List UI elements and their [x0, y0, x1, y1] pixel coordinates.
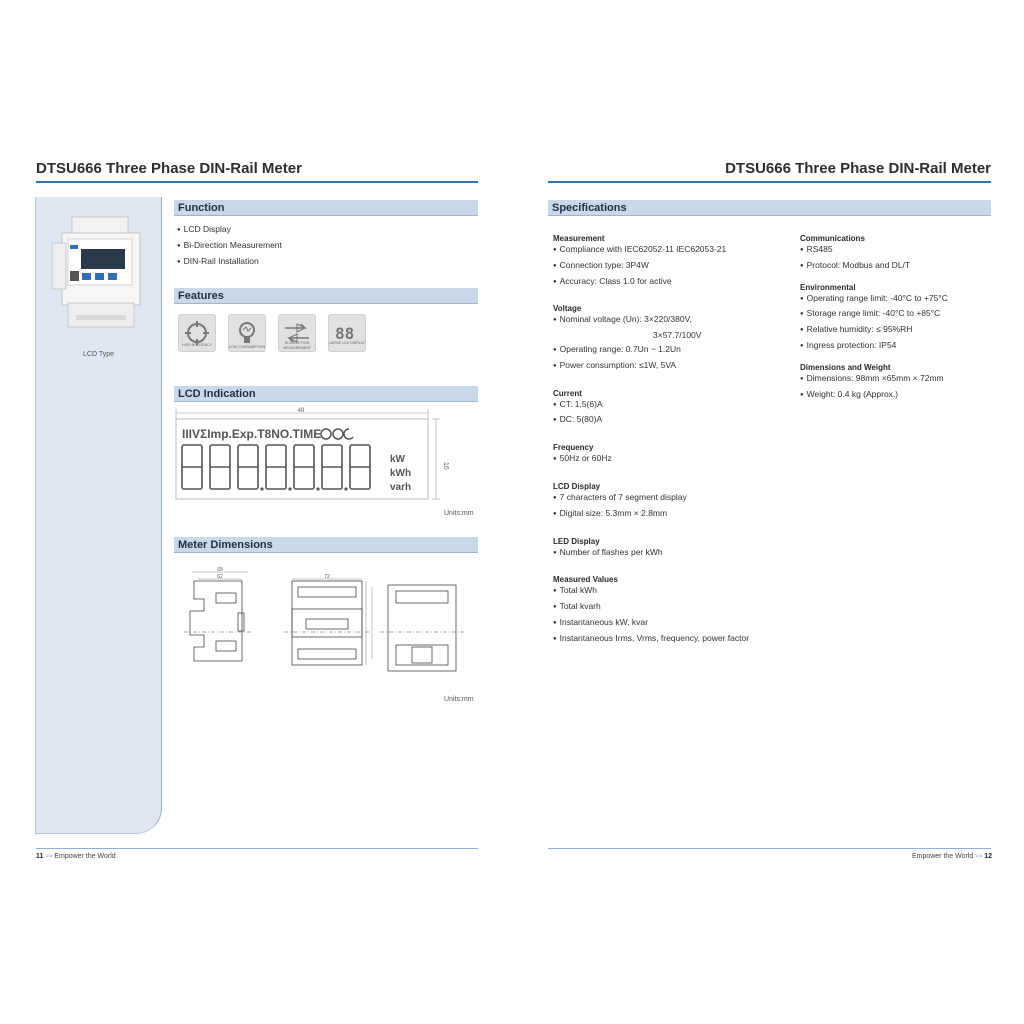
- right-footer-rule: [548, 848, 991, 849]
- list-item: ● DC: 5(80)A: [553, 413, 793, 429]
- spec-list: [553, 452, 793, 468]
- spec-heading: Current: [553, 388, 582, 398]
- footer-slogan: Empower the World: [911, 853, 974, 860]
- function-heading: Function: [174, 200, 478, 216]
- list-item: ● RS485: [800, 243, 990, 259]
- dim-label-a: 65: [217, 567, 223, 573]
- spec-heading: Measurement: [553, 234, 605, 243]
- list-item-continuation: 3×57.7/100V: [653, 330, 702, 341]
- page-number: 12: [984, 853, 992, 860]
- lcd-seven-segment-digits: [182, 445, 370, 489]
- lcd-top-line: IIIVΣImp.Exp.T8NO.TIME: [182, 427, 322, 441]
- page-number: 11: [36, 853, 44, 860]
- meter-product-image: [46, 215, 154, 335]
- spec-heading: LCD Display: [553, 481, 601, 491]
- lcd-height-label: 16: [442, 462, 449, 470]
- list-item: ● DIN-Rail Installation: [177, 255, 282, 271]
- lcd-unit-kwh: kWh: [390, 468, 412, 479]
- feature-caption: LOW CONSUMPTION: [228, 345, 266, 349]
- dim-label-b: 62: [217, 574, 223, 580]
- lcd-unit-kw: kW: [390, 454, 405, 465]
- svg-text:88: 88: [335, 324, 355, 343]
- feature-caption: HIGH ACCURACY: [182, 343, 212, 347]
- list-item: ● CT: 1.5(6)A: [553, 398, 793, 414]
- list-item: ● Storage range limit: -40°C to +85°C: [800, 307, 990, 323]
- spec-heading: Frequency: [553, 443, 594, 453]
- footer-separator: >>: [975, 854, 983, 860]
- list-item: ● Relative humidity: ≤ 95%RH: [800, 323, 990, 339]
- left-page-title: DTSU666 Three Phase DIN-Rail Meter: [36, 160, 302, 177]
- product-caption: LCD Type: [83, 351, 114, 358]
- left-sidebar: [35, 197, 162, 834]
- lcd-width-label: 48: [297, 408, 305, 414]
- spec-heading: LED Display: [553, 536, 600, 546]
- list-item: ● Weight: 0.4 kg (Approx.): [800, 388, 990, 404]
- list-item: ● LCD Display: [177, 223, 282, 239]
- spec-list: [553, 243, 793, 290]
- feature-caption: LARGE LCD DISPLAY: [328, 341, 366, 345]
- right-footer: [912, 853, 992, 860]
- right-page-title: DTSU666 Three Phase DIN-Rail Meter: [725, 160, 991, 177]
- spec-heading: Communications: [800, 234, 865, 243]
- list-item: ● Power consumption: ≤1W, 5VA: [553, 359, 793, 375]
- spec-list: [553, 584, 793, 647]
- left-title-rule: [36, 181, 478, 183]
- list-item: ● Protocol: Modbus and DL/T: [800, 259, 990, 275]
- list-item: ● 7 characters of 7 segment display: [553, 491, 793, 507]
- list-item: ● Instantaneous kW, kvar: [553, 616, 793, 632]
- right-title-rule: [548, 181, 991, 183]
- spec-list: [800, 292, 990, 355]
- list-item: ● Instantaneous Irms, Vrms, frequency, power factor: [553, 632, 793, 648]
- function-list: [177, 223, 282, 270]
- spec-column-2: [800, 234, 990, 403]
- spec-heading: Dimensions and Weight: [800, 362, 891, 372]
- left-footer-rule: [36, 848, 478, 849]
- spec-heading: Voltage: [553, 304, 582, 314]
- footer-separator: >>: [45, 854, 53, 860]
- spec-column-1: [553, 234, 793, 648]
- list-item: ● Digital size: 5.3mm × 2.8mm: [553, 507, 793, 523]
- footer-slogan: Empower the World: [54, 853, 116, 860]
- list-item: ● Compliance with IEC62052-11 IEC62053-21: [553, 243, 793, 259]
- left-footer: [36, 853, 116, 860]
- list-item: ● 50Hz or 60Hz: [553, 452, 793, 468]
- spec-heading: Measured Values: [553, 575, 618, 585]
- spec-list: [553, 491, 793, 523]
- lcd-heading: LCD Indication: [174, 386, 478, 402]
- feature-caption: BI-DIRECTION MEASUREMENT: [283, 341, 311, 350]
- spec-list: [800, 372, 990, 404]
- specifications-heading: Specifications: [548, 200, 991, 216]
- list-item: ● Ingress protection: IP54: [800, 339, 990, 355]
- list-item: ● Operating range: 0.7Un ~ 1.2Un: [553, 343, 793, 359]
- spec-list: [553, 398, 793, 430]
- lcd-unit-varh: varh: [390, 482, 412, 493]
- list-item: ● Operating range limit: -40°C to +75°C: [800, 292, 990, 308]
- list-item: ● Dimensions: 98mm ×65mm × 72mm: [800, 372, 990, 388]
- lcd-indication-diagram: [174, 405, 478, 509]
- lcd-units-note: Units:mm: [444, 510, 474, 517]
- spec-heading: Environmental: [800, 282, 856, 292]
- list-item: ● Number of flashes per kWh: [553, 546, 793, 562]
- list-item: ● Connection type: 3P4W: [553, 259, 793, 275]
- list-item: ● Total kvarh: [553, 600, 793, 616]
- list-item: ● Total kWh: [553, 584, 793, 600]
- dimensions-heading: Meter Dimensions: [174, 537, 478, 553]
- spec-list: [553, 546, 793, 562]
- list-item: ● Nominal voltage (Un): 3×220/380V,: [553, 313, 793, 329]
- digits-icon: [328, 314, 366, 352]
- spec-list: [800, 243, 990, 275]
- list-item: ● Bi-Direction Measurement: [177, 239, 282, 255]
- meter-dimension-drawings: [180, 565, 478, 683]
- list-item: ● Accuracy: Class 1.0 for active: [553, 275, 793, 291]
- features-heading: Features: [174, 288, 478, 304]
- spec-list: [553, 313, 793, 374]
- dim-label-c: 72: [324, 574, 330, 580]
- dimensions-units-note: Units:mm: [444, 696, 474, 703]
